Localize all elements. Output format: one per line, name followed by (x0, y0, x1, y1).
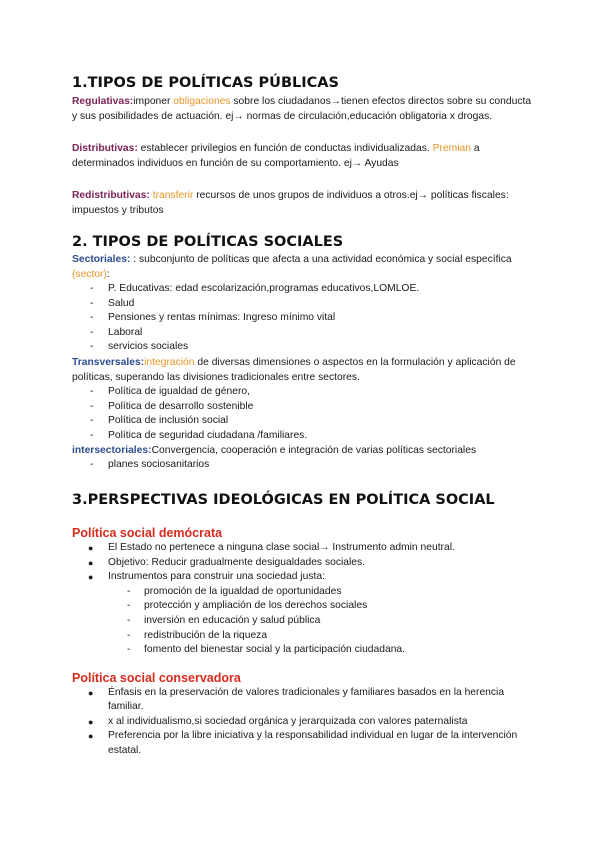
dash-marker: - (90, 429, 94, 441)
democrata-heading: Política social demócrata (72, 525, 223, 540)
item-text: inversión en educación y salud pública (144, 614, 321, 626)
keyword: transferir (152, 190, 194, 201)
item-text: P. Educativas: edad escolarización,programas educativos,LOMLOE. (108, 283, 420, 294)
list-item (72, 414, 532, 429)
item-text: Política de seguridad ciudadana /familiares. (108, 429, 308, 441)
bullet-marker: ● (88, 716, 94, 727)
text: Convergencia, cooperación e integración de varias políticas sectoriales (151, 445, 477, 457)
conservadora-list (72, 686, 532, 759)
list-item (72, 599, 532, 614)
item-text: Política de igualdad de género, (108, 385, 250, 397)
item-text: protección y ampliación de los derechos sociales (144, 600, 368, 612)
section-2-title: 2. TIPOS DE POLÍTICAS SOCIALES (72, 234, 344, 250)
item-text: planes sociosanitarios (108, 459, 210, 471)
distributivas-paragraph (72, 141, 532, 171)
dash-marker: - (90, 312, 94, 324)
list-item (72, 429, 532, 444)
section-3-title: 3.PERSPECTIVAS IDEOLÓGICAS EN POLÍTICA SOCIAL (72, 491, 495, 508)
sectoriales-label: Sectoriales: (72, 254, 131, 265)
list-item (72, 541, 532, 556)
conservadora-heading: Política social conservadora (72, 670, 241, 685)
list-item (72, 385, 532, 400)
text: de diversas dimensiones o aspectos en la formulación y aplicación de políticas, superando las divisiones tradicionales entre sectores. (72, 356, 516, 383)
sectoriales-list (72, 282, 532, 355)
list-item (72, 585, 532, 600)
dash-marker: - (90, 459, 94, 471)
list-item (72, 729, 532, 758)
list-item (72, 715, 532, 730)
dash-marker: - (90, 283, 94, 294)
item-text: Énfasis en la preservación de valores tradicionales y familiares basados en la herencia familiar. (108, 686, 505, 713)
keyword: obligaciones (173, 96, 231, 107)
dash-marker: - (90, 400, 94, 412)
dash-marker: - (90, 341, 94, 353)
text: a determinados individuos en función de su comportamiento. ej→ Ayudas (72, 143, 480, 169)
redistributivas-label: Redistributivas: (72, 190, 150, 201)
dash-marker: - (90, 297, 94, 309)
dash-marker: - (90, 326, 94, 338)
item-text: x al individualismo,si sociedad orgánica y jerarquizada con valores paternalista (108, 715, 468, 727)
dash-marker: - (127, 614, 131, 626)
section-1-title: 1.TIPOS DE POLÍTICAS PÚBLICAS (72, 75, 339, 91)
item-text: Política de inclusión social (108, 415, 229, 427)
bullet-marker: ● (88, 731, 94, 742)
text: sobre los ciudadanos→tienen efectos directos sobre su conducta y sus posibilidades de actuación. ej→ normas de circulación,educación obligatoria x drogas. (72, 96, 532, 122)
item-text: Instrumentos para construir una sociedad justa: (108, 571, 325, 583)
bullet-marker: ● (88, 687, 94, 698)
intersectoriales-label: intersectoriales: (72, 445, 152, 457)
transversales-list (72, 385, 532, 443)
list-item (72, 282, 532, 297)
list-item (72, 614, 532, 629)
democrata-sublist (72, 585, 532, 658)
dash-marker: - (127, 629, 131, 641)
bullet-marker: ● (88, 542, 94, 553)
regulativas-paragraph (72, 94, 532, 124)
item-text: Salud (108, 297, 135, 309)
dash-marker: - (127, 585, 131, 597)
item-text: Pensiones y rentas mínimas: Ingreso mínimo vital (108, 312, 336, 324)
dash-marker: - (90, 415, 94, 427)
list-item (72, 686, 532, 715)
dash-marker: - (90, 385, 94, 397)
list-item (72, 297, 532, 312)
item-text: fomento del bienestar social y la participación ciudadana. (144, 644, 406, 656)
item-text: Política de desarrollo sostenible (108, 400, 254, 412)
intersectoriales-list (72, 458, 532, 473)
list-item (72, 629, 532, 644)
list-item (72, 570, 532, 585)
distributivas-label: Distributivas: (72, 143, 138, 154)
text: : (106, 269, 110, 280)
list-item (72, 340, 532, 355)
text: imponer (133, 96, 174, 107)
text: : subconjunto de políticas que afecta a una actividad económica y social específica (130, 254, 512, 265)
keyword: Premian (432, 143, 471, 154)
redistributivas-paragraph (72, 188, 532, 218)
dash-marker: - (127, 644, 131, 656)
list-item (72, 400, 532, 415)
list-item (72, 311, 532, 326)
list-item (72, 643, 532, 658)
dash-marker: - (127, 600, 131, 612)
item-text: Preferencia por la libre iniciativa y la responsabilidad individual en lugar de la intervención estatal. (108, 730, 518, 757)
list-item (72, 458, 532, 473)
keyword: (sector) (72, 269, 107, 280)
item-text: promoción de la igualdad de oportunidades (144, 585, 342, 597)
item-text: Objetivo: Reducir gradualmente desigualdades sociales. (108, 556, 365, 568)
democrata-list (72, 541, 532, 585)
sectoriales-paragraph (72, 252, 532, 282)
keyword: integración (144, 356, 195, 368)
item-text: El Estado no pertenece a ninguna clase social→ Instrumento admin neutral. (108, 541, 455, 553)
regulativas-label: Regulativas: (72, 96, 134, 107)
document-page (72, 72, 532, 759)
list-item (72, 326, 532, 341)
text: recursos de unos grupos de individuos a otros.ej→ políticas fiscales: impuestos y tributos (72, 190, 509, 216)
item-text: Laboral (108, 326, 143, 338)
item-text: redistribución de la riqueza (144, 629, 268, 641)
list-item (72, 556, 532, 571)
transversales-label: Transversales: (72, 356, 145, 368)
transversales-paragraph (72, 355, 532, 385)
bullet-marker: ● (88, 557, 94, 568)
intersectoriales-paragraph (72, 443, 532, 458)
item-text: servicios sociales (108, 341, 189, 353)
text: establecer privilegios en función de conductas individualizadas. (137, 143, 433, 154)
bullet-marker: ● (88, 572, 94, 583)
